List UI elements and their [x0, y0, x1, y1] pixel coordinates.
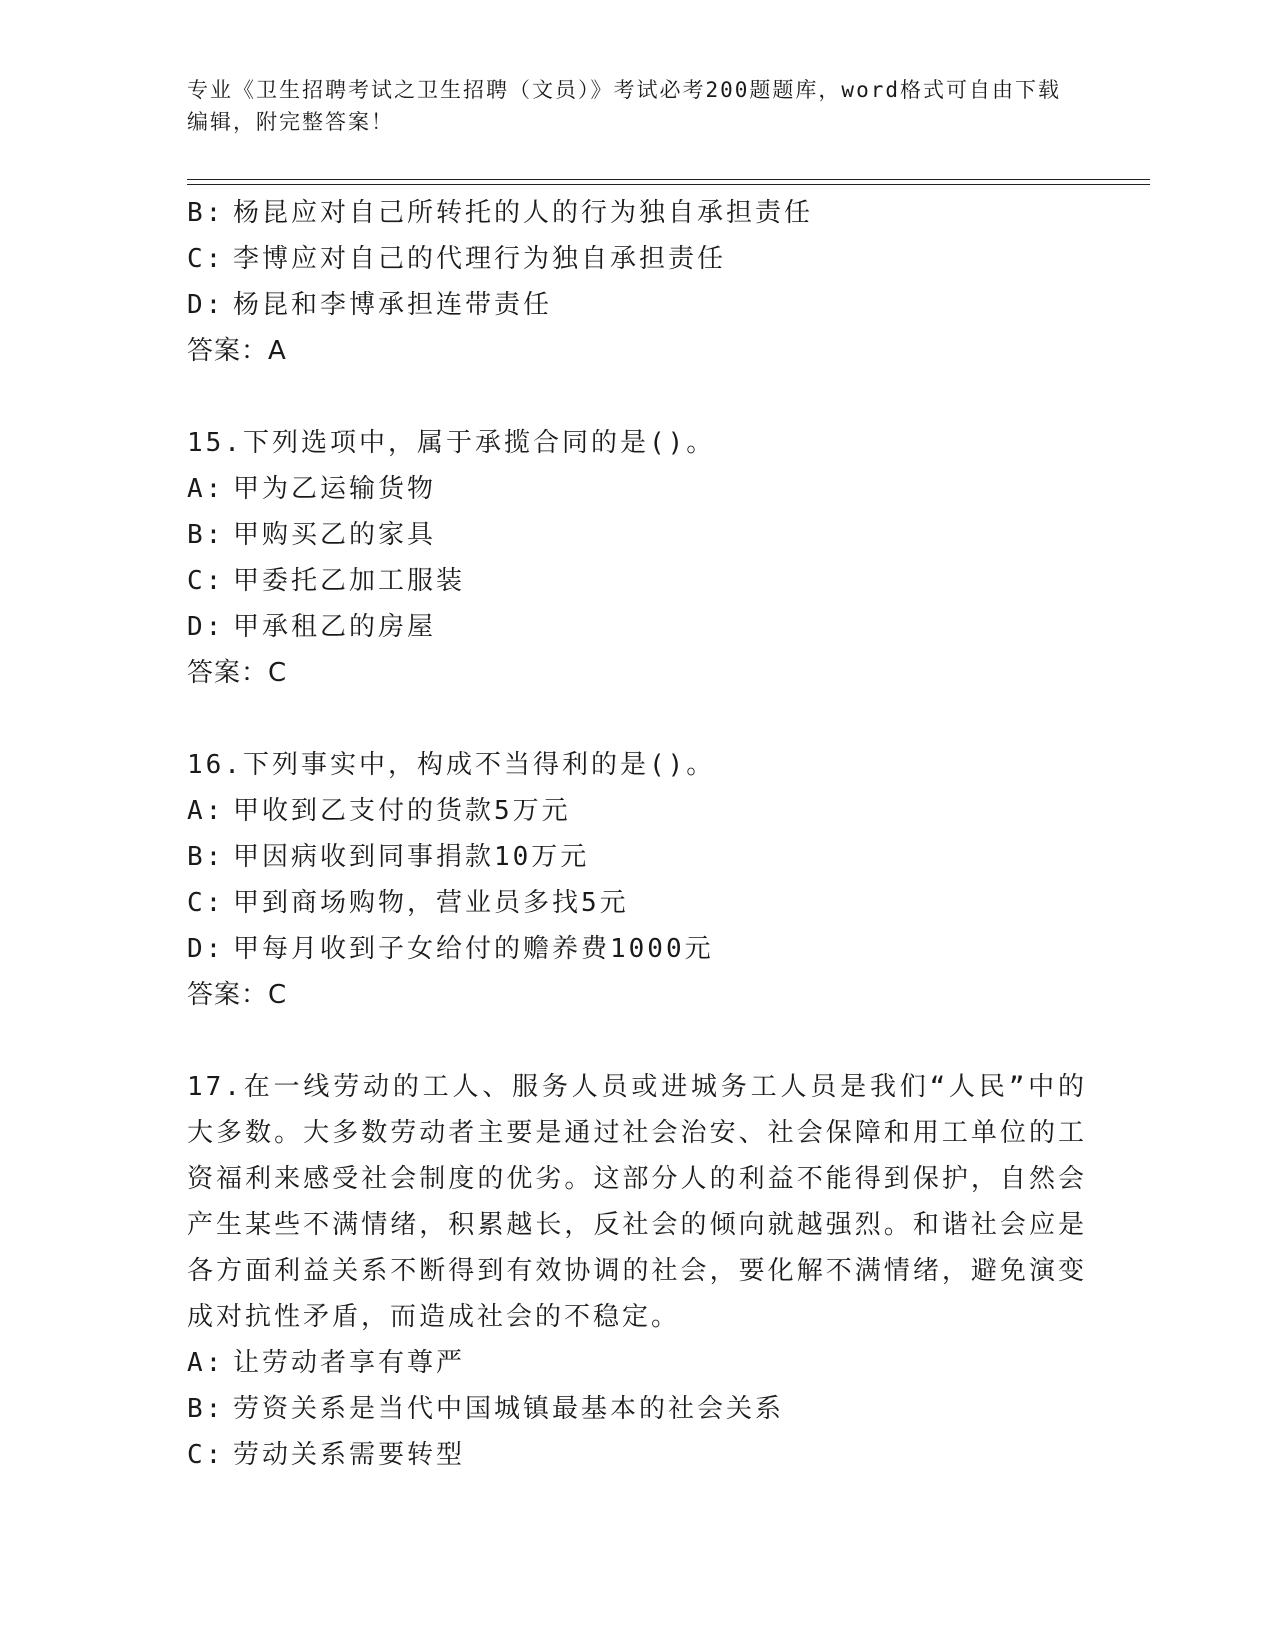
- option-text: 李博应对自己的代理行为独自承担责任: [233, 244, 727, 274]
- option-key: C:: [187, 566, 225, 596]
- option-key: B:: [187, 842, 225, 872]
- option-key: A:: [187, 796, 225, 826]
- question-stem: 17.在一线劳动的工人、服务人员或进城务工人员是我们“人民”中的大多数。大多数劳动者主要是通过社会治安、社会保障和用工单位的工资福利来感受社会制度的优劣。这部分人的利益不能得到保护，自然会产生某些不满情绪，积累越长，反社会的倾向就越强烈。和谐社会应是各方面利益关系不断得到有效协调的社会，要化解不满情绪，避免演变成对抗性矛盾，而造成社会的不稳定。: [187, 1072, 1087, 1332]
- option-key: A:: [187, 1348, 225, 1378]
- spacer: [187, 374, 1087, 420]
- answer: 答案：C: [187, 980, 288, 1010]
- option-d: [187, 926, 1087, 972]
- option-b: [187, 512, 1087, 558]
- option-key: C:: [187, 244, 225, 274]
- question-14-tail: [187, 190, 1087, 374]
- option-a: [187, 788, 1087, 834]
- option-c: [187, 236, 1087, 282]
- option-key: B:: [187, 1394, 225, 1424]
- document-header: 专业《卫生招聘考试之卫生招聘（文员）》考试必考200题题库，word格式可自由下载编辑，附完整答案！: [187, 78, 1061, 134]
- option-key: B:: [187, 198, 225, 228]
- answer: 答案：A: [187, 336, 287, 366]
- option-text: 甲到商场购物，营业员多找5元: [233, 888, 629, 918]
- option-key: D:: [187, 934, 225, 964]
- answer: 答案：C: [187, 658, 288, 688]
- option-text: 甲每月收到子女给付的赡养费1000元: [233, 934, 714, 964]
- header-divider-bottom: [187, 184, 1150, 185]
- option-key: D:: [187, 290, 225, 320]
- option-text: 甲承租乙的房屋: [233, 612, 437, 642]
- option-text: 甲收到乙支付的货款5万元: [233, 796, 571, 826]
- question-17: [187, 1064, 1087, 1478]
- option-text: 甲因病收到同事捐款10万元: [233, 842, 590, 872]
- option-b: [187, 1386, 1087, 1432]
- option-key: C:: [187, 888, 225, 918]
- option-text: 甲为乙运输货物: [233, 474, 437, 504]
- option-d: [187, 282, 1087, 328]
- spacer: [187, 696, 1087, 742]
- option-a: [187, 1340, 1087, 1386]
- option-text: 让劳动者享有尊严: [233, 1348, 466, 1378]
- option-c: [187, 880, 1087, 926]
- header-divider-top: [187, 179, 1150, 180]
- option-text: 劳动关系需要转型: [233, 1440, 466, 1470]
- option-c: [187, 558, 1087, 604]
- question-stem: 16.下列事实中，构成不当得利的是()。: [187, 750, 716, 780]
- question-15: [187, 420, 1087, 696]
- option-c: [187, 1432, 1087, 1478]
- option-b: [187, 190, 1087, 236]
- option-key: B:: [187, 520, 225, 550]
- option-a: [187, 466, 1087, 512]
- option-key: A:: [187, 474, 225, 504]
- option-text: 杨昆和李博承担连带责任: [233, 290, 553, 320]
- option-key: C:: [187, 1440, 225, 1470]
- question-16: [187, 742, 1087, 1018]
- option-d: [187, 604, 1087, 650]
- option-key: D:: [187, 612, 225, 642]
- option-text: 甲购买乙的家具: [233, 520, 437, 550]
- question-stem: 15.下列选项中，属于承揽合同的是()。: [187, 428, 716, 458]
- option-text: 劳资关系是当代中国城镇最基本的社会关系: [233, 1394, 785, 1424]
- option-text: 甲委托乙加工服装: [233, 566, 466, 596]
- option-text: 杨昆应对自己所转托的人的行为独自承担责任: [233, 198, 814, 228]
- spacer: [187, 1018, 1087, 1064]
- question-list: [187, 190, 1087, 1478]
- option-b: [187, 834, 1087, 880]
